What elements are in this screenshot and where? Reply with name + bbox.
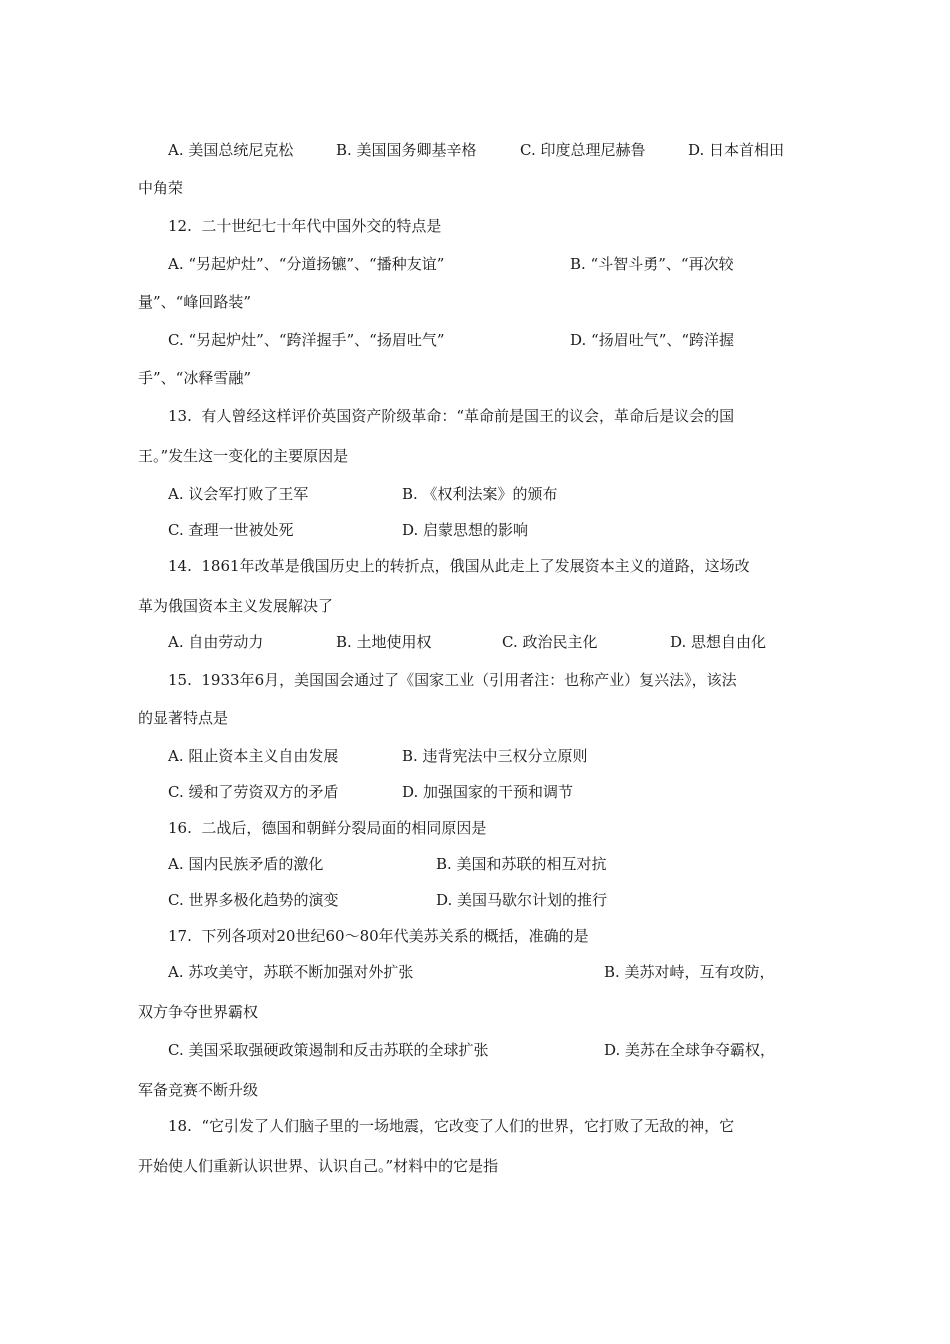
q11-option-d-continued: 中角荣: [138, 179, 184, 197]
q15-option-c: C. 缓和了劳资双方的矛盾: [168, 783, 339, 801]
q17-option-a: A. 苏攻美守，苏联不断加强对外扩张: [168, 963, 414, 981]
q12-option-c: C. “另起炉灶”、“跨洋握手”、“扬眉吐气”: [168, 331, 445, 349]
q12-option-d: D. “扬眉吐气”、“跨洋握: [570, 331, 735, 349]
q11-option-b: B. 美国国务卿基辛格: [336, 141, 477, 159]
q17-stem: 17. 下列各项对20世纪60～80年代美苏关系的概括，准确的是: [168, 927, 589, 945]
q13-option-d: D. 启蒙思想的影响: [402, 521, 529, 539]
q13-option-b: B. 《权利法案》的颁布: [402, 485, 558, 503]
q11-option-c: C. 印度总理尼赫鲁: [520, 141, 646, 159]
q12-option-a: A. “另起炉灶”、“分道扬镳”、“播种友谊”: [168, 255, 445, 273]
q18-stem-continued: 开始使人们重新认识世界、认识自己。”材料中的它是指: [138, 1157, 499, 1175]
q12-option-b-continued: 量”、“峰回路装”: [138, 293, 252, 311]
q13-stem: 13. 有人曾经这样评价英国资产阶级革命：“革命前是国王的议会，革命后是议会的国: [168, 407, 735, 425]
q12-stem: 12. 二十世纪七十年代中国外交的特点是: [168, 217, 442, 235]
q16-option-a: A. 国内民族矛盾的激化: [168, 855, 324, 873]
q12-option-b: B. “斗智斗勇”、“再次较: [570, 255, 734, 273]
q18-stem: 18. “它引发了人们脑子里的一场地震，它改变了人们的世界，它打败了无敌的神，它: [168, 1117, 735, 1135]
q15-option-b: B. 违背宪法中三权分立原则: [402, 747, 588, 765]
q13-stem-continued: 王。”发生这一变化的主要原因是: [138, 447, 349, 465]
q17-option-d-continued: 军备竞赛不断升级: [138, 1081, 259, 1099]
q17-option-b: B. 美苏对峙，互有攻防，: [604, 963, 775, 981]
q15-option-a: A. 阻止资本主义自由发展: [168, 747, 339, 765]
q13-option-c: C. 查理一世被处死: [168, 521, 294, 539]
q13-option-a: A. 议会军打败了王军: [168, 485, 309, 503]
q15-option-d: D. 加强国家的干预和调节: [402, 783, 574, 801]
q16-option-d: D. 美国马歇尔计划的推行: [436, 891, 608, 909]
q16-option-c: C. 世界多极化趋势的演变: [168, 891, 339, 909]
q17-option-d: D. 美苏在全球争夺霸权，: [604, 1041, 776, 1059]
q15-stem: 15. 1933年6月，美国国会通过了《国家工业（引用者注：也称产业）复兴法》，该法: [168, 671, 737, 689]
q16-option-b: B. 美国和苏联的相互对抗: [436, 855, 607, 873]
q14-option-d: D. 思想自由化: [670, 633, 767, 651]
q11-option-d: D. 日本首相田: [688, 141, 785, 159]
q14-stem-continued: 革为俄国资本主义发展解决了: [138, 597, 334, 615]
q16-stem: 16. 二战后，德国和朝鲜分裂局面的相同原因是: [168, 819, 487, 837]
q14-option-c: C. 政治民主化: [502, 633, 598, 651]
q11-option-a: A. 美国总统尼克松: [168, 141, 294, 159]
q14-option-b: B. 土地使用权: [336, 633, 432, 651]
q17-option-c: C. 美国采取强硬政策遏制和反击苏联的全球扩张: [168, 1041, 489, 1059]
q14-option-a: A. 自由劳动力: [168, 633, 264, 651]
q17-option-b-continued: 双方争夺世界霸权: [138, 1003, 259, 1021]
q14-stem: 14. 1861年改革是俄国历史上的转折点，俄国从此走上了发展资本主义的道路，这场改: [168, 557, 750, 575]
q12-option-d-continued: 手”、“冰释雪融”: [138, 369, 252, 387]
q15-stem-continued: 的显著特点是: [138, 709, 229, 727]
